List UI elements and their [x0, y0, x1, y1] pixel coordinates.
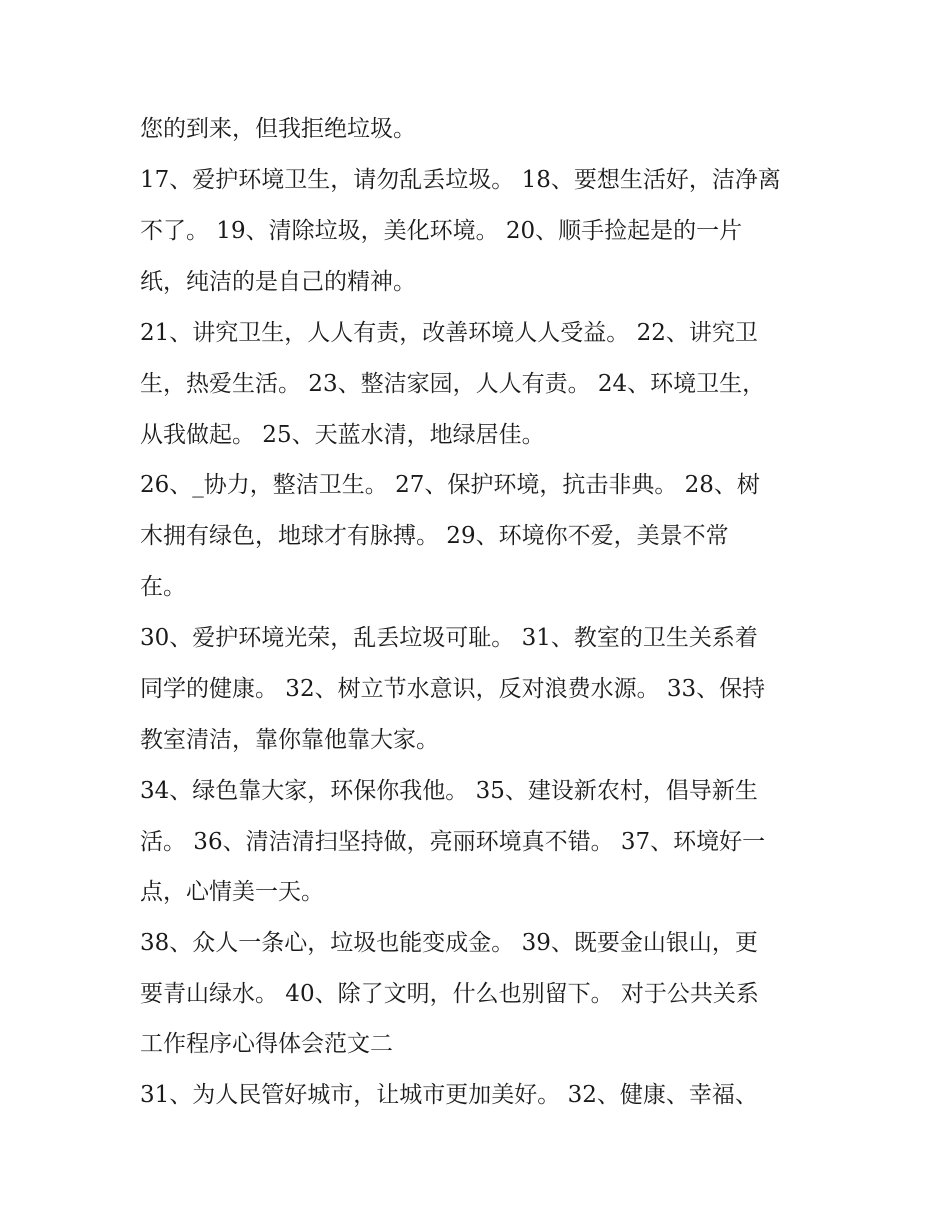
- text-line: 31、为人民管好城市，让城市更加美好。 32、健康、幸福、: [140, 1082, 758, 1108]
- text-line: 活。 36、清洁清扫坚持做，亮丽环境真不错。 37、环境好一: [140, 829, 766, 855]
- text-line: 26、_协力，整洁卫生。 27、保护环境，抗击非典。 28、树: [140, 472, 760, 498]
- text-line: 不了。 19、清除垃圾，美化环境。 20、顺手捡起是的一片: [140, 218, 743, 244]
- text-line: 纸，纯洁的是自己的精神。: [140, 269, 416, 295]
- text-line: 木拥有绿色，地球才有脉搏。 29、环境你不爱，美景不常: [140, 523, 729, 549]
- text-line: 要青山绿水。 40、除了文明，什么也别留下。 对于公共关系: [140, 981, 759, 1007]
- text-line: 同学的健康。 32、树立节水意识，反对浪费水源。 33、保持: [140, 676, 766, 702]
- text-line: 在。: [140, 574, 186, 600]
- text-line: 21、讲究卫生，人人有责，改善环境人人受益。 22、讲究卫: [140, 320, 758, 346]
- text-line: 30、爱护环境光荣，乱丢垃圾可耻。 31、教室的卫生关系着: [140, 625, 758, 651]
- text-line: 从我做起。 25、天蓝水清，地绿居佳。: [140, 422, 545, 448]
- text-line: 17、爱护环境卫生，请勿乱丢垃圾。 18、要想生活好，洁净离: [140, 167, 781, 193]
- text-line: 教室清洁，靠你靠他靠大家。: [140, 727, 439, 753]
- text-line: 您的到来，但我拒绝垃圾。: [140, 116, 416, 142]
- text-line: 34、绿色靠大家，环保你我他。 35、建设新农村，倡导新生: [140, 778, 758, 804]
- text-line: 点，心情美一天。: [140, 879, 324, 905]
- text-line: 38、众人一条心，垃圾也能变成金。 39、既要金山银山，更: [140, 930, 758, 956]
- text-line: 工作程序心得体会范文二: [140, 1031, 393, 1057]
- text-line: 生，热爱生活。 23、整洁家园，人人有责。 24、环境卫生，: [140, 371, 766, 397]
